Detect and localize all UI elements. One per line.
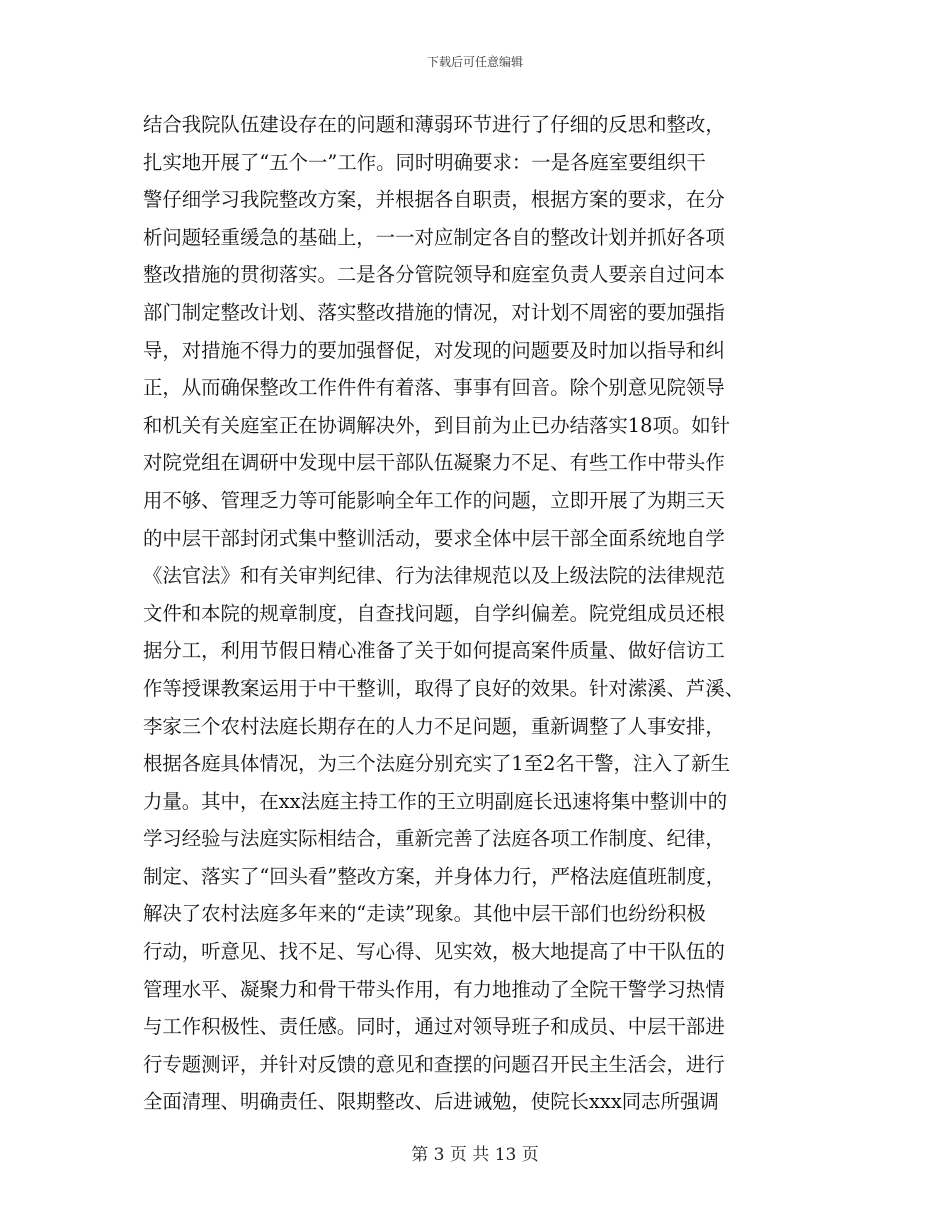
page-header-note: 下载后可任意编辑 xyxy=(426,55,523,69)
page-number-footer: 第 3 页 共 13 页 xyxy=(411,1145,539,1165)
text-line: 对院党组在调研中发现中层干部队伍凝聚力不足、有些工作中带头作 xyxy=(143,451,725,475)
text-line: 和机关有关庭室正在协调解决外，到目前为止已办结落实18项。如针 xyxy=(143,413,731,437)
text-line: 析问题轻重缓急的基础上，一一对应制定各自的整改计划并抓好各项 xyxy=(143,225,725,249)
text-line: 警仔细学习我院整改方案，并根据各自职责，根据方案的要求，在分 xyxy=(143,188,725,212)
text-line: 文件和本院的规章制度，自查找问题，自学纠偏差。院党组成员还根 xyxy=(143,601,725,625)
text-line: 行动，听意见、找不足、写心得、见实效，极大地提高了中干队伍的 xyxy=(143,940,725,964)
text-line: 学习经验与法庭实际相结合，重新完善了法庭各项工作制度、纪律， xyxy=(143,827,725,851)
text-line: 李家三个农村法庭长期存在的人力不足问题，重新调整了人事安排， xyxy=(143,714,725,738)
text-line: 结合我院队伍建设存在的问题和薄弱环节进行了仔细的反思和整改， xyxy=(143,113,725,136)
text-line: 据分工，利用节假日精心准备了关于如何提高案件质量、做好信访工 xyxy=(143,639,725,663)
text-line: 力量。其中，在xx法庭主持工作的王立明副庭长迅速将集中整训中的 xyxy=(143,789,728,813)
body-text xyxy=(143,106,823,1121)
text-line: 正，从而确保整改工作件件有着落、事事有回音。除个别意见院领导 xyxy=(143,376,725,400)
text-line: 扎实地开展了“五个一”工作。同时明确要求：一是各庭室要组织干 xyxy=(143,150,706,174)
text-line: 《法官法》和有关审判纪律、行为法律规范以及上级法院的法律规范 xyxy=(143,564,725,588)
text-line: 全面清理、明确责任、限期整改、后进诫勉，使院长xxx同志所强调 xyxy=(143,1090,719,1114)
text-line: 解决了农村法庭多年来的“走读”现象。其他中层干部们也纷纷积极 xyxy=(143,902,706,926)
text-line: 行专题测评，并针对反馈的意见和查摆的问题召开民主生活会，进行 xyxy=(143,1052,725,1076)
text-line: 制定、落实了“回头看”整改方案，并身体力行，严格法庭值班制度， xyxy=(143,864,726,888)
text-line: 整改措施的贯彻落实。二是各分管院领导和庭室负责人要亲自过问本 xyxy=(143,263,725,287)
text-line: 管理水平、凝聚力和骨干带头作用，有力地推动了全院干警学习热情 xyxy=(143,977,725,1001)
text-line: 部门制定整改计划、落实整改措施的情况，对计划不周密的要加强指 xyxy=(143,300,725,324)
text-line: 的中层干部封闭式集中整训活动，要求全体中层干部全面系统地自学 xyxy=(143,526,725,550)
text-line: 与工作积极性、责任感。同时，通过对领导班子和成员、中层干部进 xyxy=(143,1015,725,1039)
text-line: 根据各庭具体情况，为三个法庭分别充实了1至2名干警，注入了新生 xyxy=(143,752,731,776)
text-line: 用不够、管理乏力等可能影响全年工作的问题，立即开展了为期三天 xyxy=(143,488,725,512)
text-line: 导，对措施不得力的要加强督促，对发现的问题要及时加以指导和纠 xyxy=(143,338,725,362)
text-line: 作等授课教案运用于中干整训，取得了良好的效果。针对潆溪、芦溪、 xyxy=(143,676,745,700)
